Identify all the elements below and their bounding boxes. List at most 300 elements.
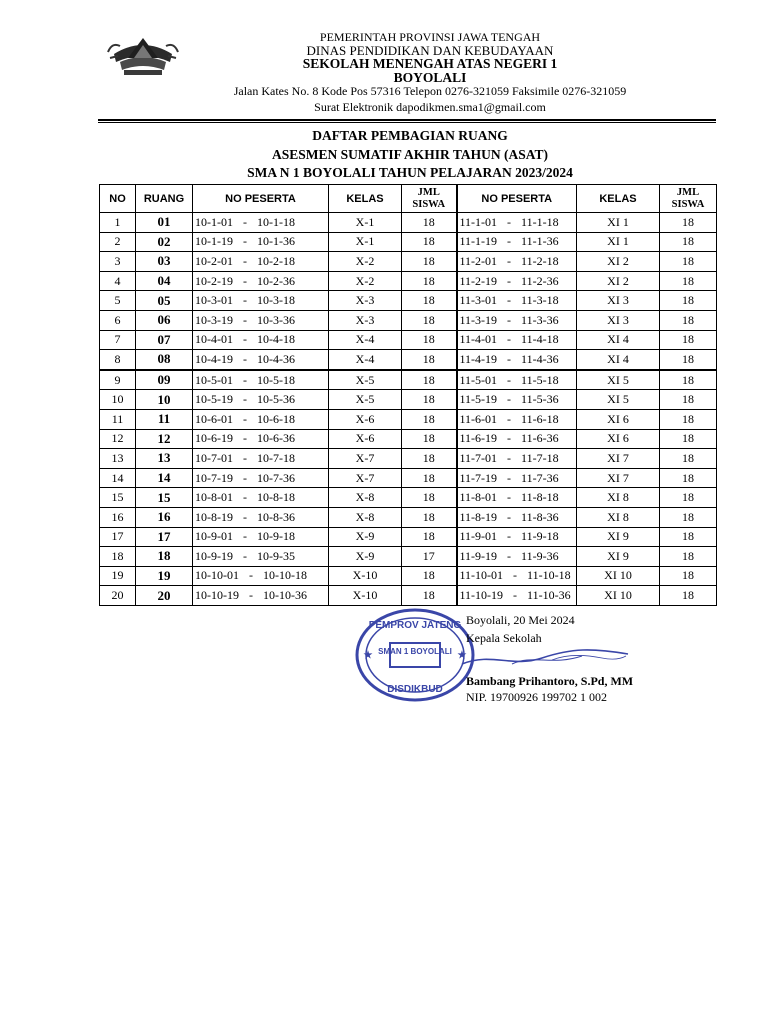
range-dash: - (243, 332, 247, 347)
cell-ruang: 06 (136, 310, 193, 330)
cell-no-peserta-xi (457, 390, 577, 410)
participant-from: 11-6-01 (459, 411, 498, 426)
cell-jml-siswa-xi: 18 (660, 429, 717, 449)
cell-jml-siswa-x: 18 (402, 370, 457, 390)
cell-no-peserta-xi (457, 330, 577, 350)
cell-kelas-xi: XI 10 (577, 586, 660, 606)
cell-jml-siswa-x: 18 (402, 291, 457, 311)
cell-kelas-x: X-1 (329, 213, 402, 233)
participant-to: 11-5-18 (521, 372, 559, 387)
participant-to: 10-5-18 (257, 372, 295, 387)
cell-no-peserta-x (193, 527, 329, 547)
participant-to: 10-9-35 (257, 548, 295, 563)
range-dash: - (507, 529, 512, 544)
participant-from: 11-10-19 (459, 588, 504, 603)
cell-no: 4 (100, 271, 136, 291)
cell-kelas-x: X-7 (329, 449, 402, 469)
cell-jml-siswa-x: 18 (402, 429, 457, 449)
table-row (100, 409, 717, 429)
cell-kelas-xi: XI 3 (577, 291, 660, 311)
range-dash: - (243, 548, 247, 563)
cell-jml-siswa-xi: 18 (660, 310, 717, 330)
participant-to: 10-4-36 (257, 351, 295, 366)
participant-from: 10-6-19 (195, 431, 233, 446)
participant-to: 10-2-18 (257, 253, 295, 268)
letterhead-city: BOYOLALI (393, 70, 467, 85)
participant-from: 10-8-01 (195, 490, 233, 505)
cell-no: 19 (100, 566, 136, 586)
range-dash: - (243, 253, 247, 268)
cell-no-peserta-x (193, 252, 329, 272)
cell-jml-siswa-x: 18 (402, 488, 457, 508)
participant-from: 10-10-01 (195, 568, 239, 583)
cell-ruang: 10 (136, 390, 193, 410)
range-dash: - (507, 253, 512, 268)
range-dash: - (243, 273, 247, 288)
letterhead-address: Jalan Kates No. 8 Kode Pos 57316 Telepon 0276-321059 Faksimile 0276-321059 (233, 84, 627, 98)
cell-no-peserta-xi (457, 213, 577, 233)
cell-no-peserta-xi (457, 527, 577, 547)
table-header-row (100, 185, 717, 213)
table-row (100, 310, 717, 330)
cell-no-peserta-x (193, 330, 329, 350)
participant-to: 11-9-18 (521, 529, 559, 544)
participant-from: 10-9-01 (195, 529, 233, 544)
cell-jml-siswa-xi: 18 (660, 586, 717, 606)
cell-jml-siswa-xi: 18 (660, 468, 717, 488)
cell-kelas-xi: XI 2 (577, 252, 660, 272)
participant-from: 11-6-19 (459, 431, 498, 446)
cell-no-peserta-x (193, 271, 329, 291)
cell-jml-siswa-x: 18 (402, 507, 457, 527)
cell-jml-siswa-xi: 18 (660, 566, 717, 586)
cell-kelas-xi: XI 8 (577, 507, 660, 527)
participant-to: 10-3-36 (257, 312, 295, 327)
range-dash: - (507, 548, 512, 563)
range-dash: - (507, 214, 512, 229)
cell-no-peserta-x (193, 310, 329, 330)
cell-ruang: 17 (136, 527, 193, 547)
stamp-text-center: SMAN 1 BOYOLALI (378, 647, 452, 656)
participant-to: 11-5-36 (521, 392, 559, 407)
signature-role: Kepala Sekolah (466, 631, 542, 645)
table-row (100, 232, 717, 252)
cell-no-peserta-xi (457, 252, 577, 272)
participant-to: 10-3-18 (257, 293, 295, 308)
cell-kelas-x: X-3 (329, 291, 402, 311)
cell-jml-siswa-xi: 18 (660, 350, 717, 370)
letterhead-email: Surat Elektronik dapodikmen.sma1@gmail.com (314, 100, 546, 114)
cell-kelas-xi: XI 8 (577, 488, 660, 508)
table-row (100, 271, 717, 291)
cell-no-peserta-xi (457, 350, 577, 370)
participant-to: 11-2-36 (521, 273, 559, 288)
participant-from: 11-4-19 (459, 351, 498, 366)
cell-jml-siswa-x: 18 (402, 527, 457, 547)
cell-no-peserta-xi (457, 291, 577, 311)
range-dash: - (243, 312, 247, 327)
cell-no: 3 (100, 252, 136, 272)
header-ruang: RUANG (136, 185, 193, 213)
cell-no-peserta-xi (457, 449, 577, 469)
participant-to: 11-9-36 (521, 548, 559, 563)
participant-from: 10-9-19 (195, 548, 233, 563)
participant-to: 11-7-36 (521, 470, 559, 485)
cell-ruang: 13 (136, 449, 193, 469)
cell-jml-siswa-x: 18 (402, 252, 457, 272)
table-row (100, 252, 717, 272)
range-dash: - (507, 293, 512, 308)
cell-kelas-x: X-3 (329, 310, 402, 330)
header-no-peserta-xi: NO PESERTA (457, 185, 577, 213)
cell-kelas-xi: XI 1 (577, 213, 660, 233)
participant-from: 10-4-01 (195, 332, 233, 347)
participant-from: 10-1-19 (195, 234, 233, 249)
cell-kelas-xi: XI 5 (577, 370, 660, 390)
table-row (100, 527, 717, 547)
cell-no: 1 (100, 213, 136, 233)
cell-jml-siswa-xi: 18 (660, 390, 717, 410)
participant-to: 10-8-36 (257, 509, 295, 524)
cell-no: 8 (100, 350, 136, 370)
participant-from: 10-8-19 (195, 509, 233, 524)
participant-from: 11-4-01 (459, 332, 498, 347)
range-dash: - (507, 431, 512, 446)
cell-no-peserta-x (193, 507, 329, 527)
cell-no-peserta-x (193, 213, 329, 233)
header-kelas-x: KELAS (329, 185, 402, 213)
cell-no-peserta-x (193, 291, 329, 311)
range-dash: - (243, 392, 247, 407)
range-dash: - (243, 490, 247, 505)
cell-jml-siswa-xi: 18 (660, 449, 717, 469)
cell-ruang: 08 (136, 350, 193, 370)
cell-no-peserta-xi (457, 370, 577, 390)
participant-from: 11-8-19 (459, 509, 498, 524)
participant-to: 10-7-36 (257, 470, 295, 485)
cell-jml-siswa-xi: 18 (660, 232, 717, 252)
cell-kelas-xi: XI 7 (577, 468, 660, 488)
participant-from: 10-5-01 (195, 372, 233, 387)
participant-from: 11-5-01 (459, 372, 498, 387)
range-dash: - (507, 234, 512, 249)
table-row (100, 429, 717, 449)
participant-from: 11-1-01 (459, 214, 498, 229)
cell-kelas-xi: XI 9 (577, 547, 660, 567)
participant-to: 10-1-36 (257, 234, 295, 249)
participant-from: 10-6-01 (195, 411, 233, 426)
cell-kelas-xi: XI 5 (577, 390, 660, 410)
letterhead-agency: DINAS PENDIDIKAN DAN KEBUDAYAAN (306, 43, 554, 58)
participant-to: 11-3-18 (521, 293, 559, 308)
cell-no-peserta-xi (457, 547, 577, 567)
cell-no: 5 (100, 291, 136, 311)
cell-jml-siswa-x: 17 (402, 547, 457, 567)
cell-no: 6 (100, 310, 136, 330)
participant-to: 11-1-18 (521, 214, 559, 229)
stamp-text-top: PEMPROV JATENG (368, 620, 462, 631)
cell-no-peserta-x (193, 390, 329, 410)
cell-jml-siswa-xi: 18 (660, 291, 717, 311)
cell-jml-siswa-x: 18 (402, 566, 457, 586)
cell-no: 7 (100, 330, 136, 350)
range-dash: - (507, 470, 512, 485)
letterhead-divider-thin (98, 122, 716, 123)
cell-no-peserta-xi (457, 586, 577, 606)
cell-kelas-xi: XI 6 (577, 429, 660, 449)
letterhead-school: SEKOLAH MENENGAH ATAS NEGERI 1 (302, 56, 558, 71)
participant-from: 10-10-19 (195, 588, 239, 603)
cell-no: 10 (100, 390, 136, 410)
cell-no: 12 (100, 429, 136, 449)
table-row (100, 547, 717, 567)
cell-no: 20 (100, 586, 136, 606)
participant-to: 10-1-18 (257, 214, 295, 229)
range-dash: - (243, 431, 247, 446)
cell-ruang: 12 (136, 429, 193, 449)
participant-from: 11-2-19 (459, 273, 498, 288)
range-dash: - (243, 529, 247, 544)
svg-text:★: ★ (363, 650, 373, 661)
participant-from: 11-7-01 (459, 450, 498, 465)
cell-jml-siswa-x: 18 (402, 350, 457, 370)
cell-jml-siswa-x: 18 (402, 232, 457, 252)
cell-ruang: 18 (136, 547, 193, 567)
cell-kelas-x: X-8 (329, 488, 402, 508)
cell-kelas-x: X-5 (329, 390, 402, 410)
cell-kelas-x: X-10 (329, 586, 402, 606)
table-row (100, 390, 717, 410)
cell-jml-siswa-x: 18 (402, 271, 457, 291)
participant-to: 11-3-36 (521, 312, 559, 327)
range-dash: - (507, 411, 512, 426)
participant-from: 10-1-01 (195, 214, 233, 229)
cell-ruang: 05 (136, 291, 193, 311)
cell-ruang: 09 (136, 370, 193, 390)
cell-no-peserta-x (193, 488, 329, 508)
participant-to: 11-4-36 (521, 351, 559, 366)
cell-jml-siswa-x: 18 (402, 449, 457, 469)
participant-to: 11-6-36 (521, 431, 559, 446)
cell-no-peserta-x (193, 547, 329, 567)
participant-to: 10-9-18 (257, 529, 295, 544)
table-row (100, 213, 717, 233)
table-row (100, 291, 717, 311)
range-dash: - (243, 450, 247, 465)
participant-from: 10-3-19 (195, 312, 233, 327)
range-dash: - (243, 411, 247, 426)
cell-jml-siswa-xi: 18 (660, 527, 717, 547)
range-dash: - (243, 214, 247, 229)
participant-from: 10-2-19 (195, 273, 233, 288)
letterhead-divider (98, 119, 716, 121)
participant-to: 10-4-18 (257, 332, 295, 347)
table-row (100, 566, 717, 586)
cell-kelas-xi: XI 10 (577, 566, 660, 586)
participant-from: 10-4-19 (195, 351, 233, 366)
table-row (100, 468, 717, 488)
cell-no-peserta-xi (457, 468, 577, 488)
cell-no: 18 (100, 547, 136, 567)
cell-jml-siswa-xi: 18 (660, 547, 717, 567)
table-row (100, 507, 717, 527)
participant-from: 11-5-19 (459, 392, 498, 407)
participant-to: 11-10-36 (527, 588, 571, 603)
cell-ruang: 14 (136, 468, 193, 488)
header-no-peserta-x: NO PESERTA (193, 185, 329, 213)
participant-to: 11-2-18 (521, 253, 559, 268)
header-kelas-xi: KELAS (577, 185, 660, 213)
participant-to: 11-4-18 (521, 332, 559, 347)
range-dash: - (243, 293, 247, 308)
participant-from: 10-7-01 (195, 450, 233, 465)
cell-no: 15 (100, 488, 136, 508)
table-row (100, 330, 717, 350)
participant-to: 10-8-18 (257, 490, 295, 505)
cell-no-peserta-xi (457, 271, 577, 291)
cell-jml-siswa-x: 18 (402, 213, 457, 233)
cell-ruang: 04 (136, 271, 193, 291)
range-dash: - (243, 234, 247, 249)
cell-ruang: 11 (136, 409, 193, 429)
cell-no-peserta-xi (457, 409, 577, 429)
range-dash: - (507, 312, 512, 327)
cell-no-peserta-xi (457, 310, 577, 330)
participant-from: 10-7-19 (195, 470, 233, 485)
cell-kelas-x: X-4 (329, 350, 402, 370)
cell-no: 2 (100, 232, 136, 252)
stamp-text-bottom: DISDIKBUD (387, 684, 443, 695)
cell-ruang: 02 (136, 232, 193, 252)
cell-no-peserta-x (193, 350, 329, 370)
cell-no: 9 (100, 370, 136, 390)
table-row (100, 586, 717, 606)
header-jml-siswa-x: JML SISWA (402, 185, 457, 213)
cell-no-peserta-x (193, 468, 329, 488)
cell-no: 16 (100, 507, 136, 527)
table-row (100, 449, 717, 469)
participant-to: 11-1-36 (521, 234, 559, 249)
participant-from: 11-1-19 (459, 234, 498, 249)
participant-to: 10-10-36 (263, 588, 307, 603)
signature-place-date: Boyolali, 20 Mei 2024 (466, 613, 575, 627)
cell-jml-siswa-xi: 18 (660, 330, 717, 350)
participant-to: 10-10-18 (263, 568, 307, 583)
cell-jml-siswa-x: 18 (402, 330, 457, 350)
cell-kelas-xi: XI 1 (577, 232, 660, 252)
participant-to: 10-5-36 (257, 392, 295, 407)
cell-jml-siswa-xi: 18 (660, 488, 717, 508)
cell-jml-siswa-xi: 18 (660, 271, 717, 291)
cell-kelas-x: X-9 (329, 547, 402, 567)
header-jml-siswa-xi: JML SISWA (660, 185, 717, 213)
cell-ruang: 19 (136, 566, 193, 586)
cell-kelas-x: X-4 (329, 330, 402, 350)
participant-from: 10-2-01 (195, 253, 233, 268)
participant-to: 11-10-18 (527, 568, 571, 583)
cell-kelas-x: X-2 (329, 271, 402, 291)
cell-ruang: 20 (136, 586, 193, 606)
cell-kelas-xi: XI 9 (577, 527, 660, 547)
cell-no-peserta-xi (457, 488, 577, 508)
cell-kelas-x: X-5 (329, 370, 402, 390)
participant-from: 11-9-01 (459, 529, 498, 544)
cell-jml-siswa-x: 18 (402, 409, 457, 429)
cell-no-peserta-x (193, 566, 329, 586)
cell-ruang: 03 (136, 252, 193, 272)
cell-kelas-x: X-6 (329, 429, 402, 449)
cell-no: 13 (100, 449, 136, 469)
cell-no-peserta-xi (457, 232, 577, 252)
range-dash: - (513, 588, 518, 603)
signature-nip: NIP. 19700926 199702 1 002 (466, 690, 608, 704)
range-dash: - (249, 588, 253, 603)
cell-kelas-x: X-2 (329, 252, 402, 272)
range-dash: - (507, 332, 512, 347)
cell-jml-siswa-xi: 18 (660, 507, 717, 527)
cell-kelas-xi: XI 3 (577, 310, 660, 330)
document-title: DAFTAR PEMBAGIAN RUANG (312, 128, 508, 143)
cell-jml-siswa-x: 18 (402, 586, 457, 606)
range-dash: - (507, 273, 512, 288)
participant-from: 11-10-01 (459, 568, 504, 583)
cell-kelas-x: X-10 (329, 566, 402, 586)
range-dash: - (507, 351, 512, 366)
range-dash: - (249, 568, 253, 583)
cell-kelas-x: X-8 (329, 507, 402, 527)
participant-from: 11-8-01 (459, 490, 498, 505)
range-dash: - (243, 351, 247, 366)
cell-ruang: 01 (136, 213, 193, 233)
cell-ruang: 15 (136, 488, 193, 508)
cell-no: 17 (100, 527, 136, 547)
letterhead-province: PEMERINTAH PROVINSI JAWA TENGAH (319, 30, 541, 44)
range-dash: - (243, 509, 247, 524)
range-dash: - (507, 509, 512, 524)
cell-no-peserta-xi (457, 566, 577, 586)
cell-kelas-x: X-1 (329, 232, 402, 252)
cell-ruang: 07 (136, 330, 193, 350)
cell-no-peserta-xi (457, 429, 577, 449)
participant-from: 10-3-01 (195, 293, 233, 308)
range-dash: - (513, 568, 518, 583)
cell-jml-siswa-xi: 18 (660, 252, 717, 272)
cell-kelas-xi: XI 4 (577, 330, 660, 350)
cell-jml-siswa-x: 18 (402, 468, 457, 488)
cell-kelas-xi: XI 4 (577, 350, 660, 370)
participant-to: 10-2-36 (257, 273, 295, 288)
cell-kelas-xi: XI 6 (577, 409, 660, 429)
participant-to: 11-6-18 (521, 411, 559, 426)
cell-kelas-x: X-6 (329, 409, 402, 429)
participant-to: 11-8-36 (521, 509, 559, 524)
participant-to: 10-6-18 (257, 411, 295, 426)
cell-kelas-x: X-7 (329, 468, 402, 488)
cell-jml-siswa-x: 18 (402, 390, 457, 410)
table-row (100, 350, 717, 370)
cell-jml-siswa-xi: 18 (660, 213, 717, 233)
cell-kelas-xi: XI 2 (577, 271, 660, 291)
participant-from: 11-3-19 (459, 312, 498, 327)
cell-jml-siswa-xi: 18 (660, 370, 717, 390)
room-allocation-table (99, 184, 717, 606)
participant-to: 10-7-18 (257, 450, 295, 465)
participant-from: 11-3-01 (459, 293, 498, 308)
participant-to: 11-7-18 (521, 450, 559, 465)
participant-from: 10-5-19 (195, 392, 233, 407)
participant-from: 11-9-19 (459, 548, 498, 563)
document-subtitle: ASESMEN SUMATIF AKHIR TAHUN (ASAT) (271, 147, 549, 162)
